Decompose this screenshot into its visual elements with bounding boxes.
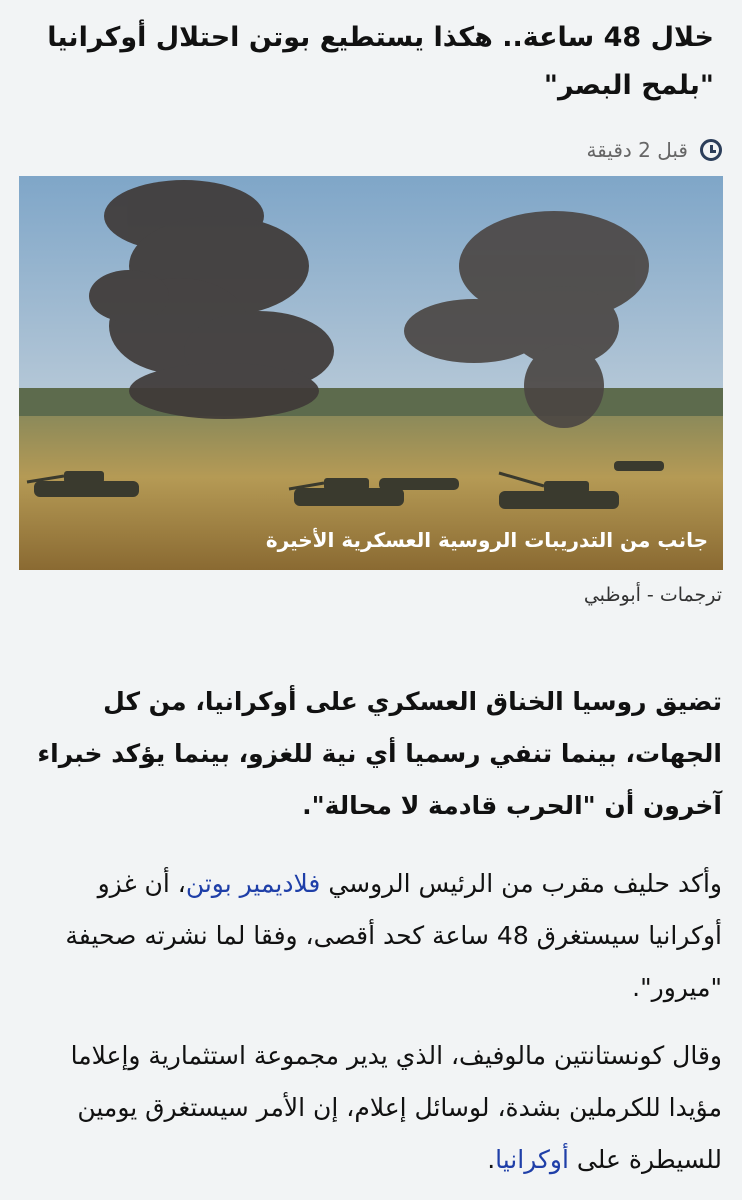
paragraph-text: وقال كونستانتين مالوفيف، الذي يدير مجموعة استثمارية وإعلاما مؤيدا للكرملين بشدة، لوسائل إعلام، إن الأمر سيستغرق يومين للسيطرة على xyxy=(70,1041,722,1174)
paragraph-text: . xyxy=(487,1145,496,1174)
article-paragraph-2 xyxy=(18,1030,722,1186)
article-meta xyxy=(586,134,722,166)
link-ukraine[interactable]: أوكرانيا xyxy=(495,1145,569,1174)
military-exercise-photo xyxy=(19,176,723,570)
article-timestamp: قبل 2 دقيقة xyxy=(586,138,688,162)
article-lead: تضيق روسيا الخناق العسكري على أوكرانيا، من كل الجهات، بينما تنفي رسميا أي نية للغزو، بينما يؤكد خبراء آخرون أن "الحرب قادمة لا محالة". xyxy=(37,687,722,820)
article-credit: ترجمات - أبوظبي xyxy=(583,584,722,606)
paragraph-text: ، أن غزو أوكرانيا سيستغرق 48 ساعة كحد أقصى، وفقا لما نشرته صحيفة "ميرور". xyxy=(65,869,722,1002)
article-paragraph-1 xyxy=(18,858,722,1014)
image-caption: جانب من التدريبات الروسية العسكرية الأخيرة xyxy=(265,528,708,552)
link-vladimir-putin[interactable]: فلاديمير بوتن xyxy=(185,869,321,898)
article-image[interactable] xyxy=(19,176,723,570)
paragraph-text: وأكد حليف مقرب من الرئيس الروسي xyxy=(320,869,722,898)
article-headline: خلال 48 ساعة.. هكذا يستطيع بوتن احتلال أوكرانيا "بلمح البصر" xyxy=(47,22,714,101)
clock-icon xyxy=(700,139,722,161)
